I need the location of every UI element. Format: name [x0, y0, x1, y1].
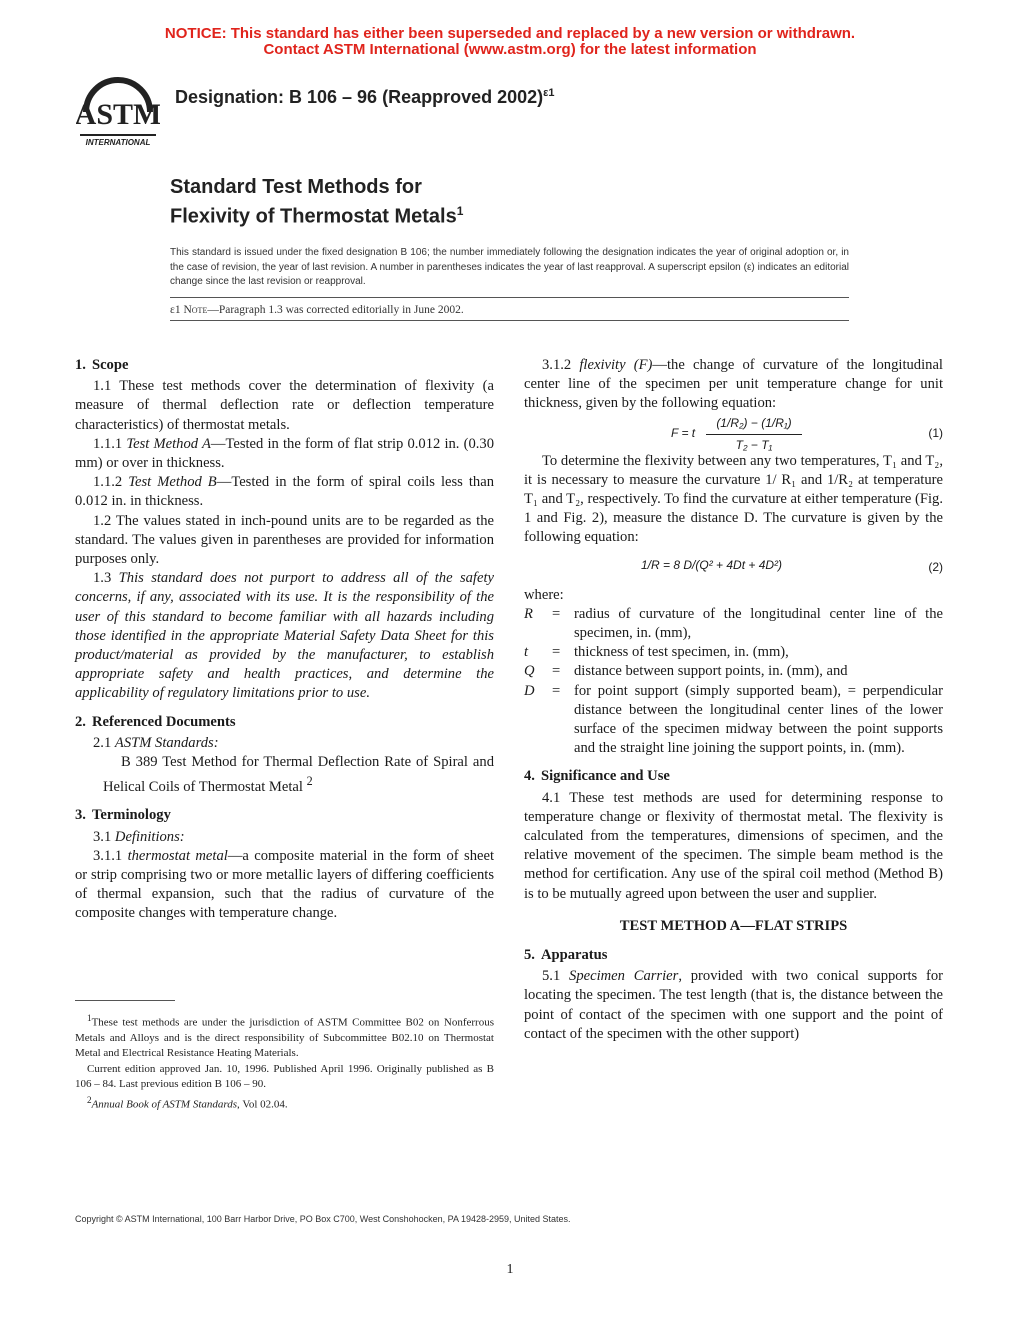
method-a-heading: TEST METHOD A—FLAT STRIPS	[619, 917, 848, 934]
equation-1-lhs: F = t	[671, 425, 696, 440]
left-column	[75, 356, 494, 924]
referenced-subheading: 2.1 ASTM Standards:	[93, 734, 219, 751]
astm-logo	[76, 74, 160, 150]
variable-definitions	[524, 586, 943, 759]
section-heading-apparatus: 5. Apparatus	[524, 947, 608, 964]
equation-1-number: (1)	[928, 425, 943, 440]
equation-2-number: (2)	[928, 559, 943, 574]
issuance-statement: This standard is issued under the fixed designation B 106; the number immediately following the designation indicates the year of original adoption or, in the case of revision, the year of last revision. A number in parentheses indicates the year of last reapproval. A superscript epsilon (ε) indicates an editorial change since the last revision or reapproval.	[170, 247, 849, 287]
editorial-note-epsilon: ε1	[170, 304, 181, 316]
equation-1	[524, 414, 943, 452]
equation-1-denominator: T₂ − T₁	[735, 437, 773, 452]
terminology-subheading: 3.1 Definitions:	[93, 828, 185, 845]
editorial-note-label: Note	[183, 304, 208, 316]
footnote-1: $^1$These test methods are under the jurisdiction of ASTM Committee B02 on Nonferrous Metals and Alloys and is the direct responsibility of Subcommittee B02.10 on Thermostat Metal and Electrical Resistance Heating Materials.	[75, 1013, 494, 1060]
reference-b389: B 389 Test Method for Thermal Deflection Rate of Spiral and Helical Coils of Thermostat Metal $^2$	[103, 754, 494, 796]
definition-thermostat-metal: 3.1.1 thermostat metal—a composite material in the form of sheet or strip comprising two or more metallic layers of differing coefficients of thermal expansion, such that the radius of curvature of the composite changes with temperature change.	[75, 847, 494, 922]
variable-definition: R = radius of curvature of the longitudinal center line of the specimen, in. (mm),	[524, 605, 943, 642]
designation	[175, 87, 554, 108]
variable-definition: Q = distance between support points, in. (mm), and	[524, 663, 848, 680]
section-heading-referenced-documents: 2. Referenced Documents	[75, 713, 236, 730]
para-determine-flexivity: To determine the flexivity between any two temperatures, T₁ and T₂, it is necessary to measure the curvature 1/ R₁ and 1/R₂ at temperature T₁ and T₂, respectively. To find the curvature at either temperature (Fig. 1 and Fig. 2), measure the distance D. The curvature is given by the following equation:	[524, 452, 943, 546]
footnotes	[75, 1011, 494, 1113]
section-heading-terminology: 3. Terminology	[75, 807, 171, 824]
title-line-1: Standard Test Methods for	[170, 176, 422, 198]
title-footnote-marker: 1	[456, 204, 464, 218]
equation-2	[524, 548, 943, 582]
variable-definition: D = for point support (simply supported beam), = perpendicular distance between the longitudinal center lines of the lower surface of the specimen midway between the point supports and the straight line joining the support points, in. (mm).	[524, 682, 943, 757]
designation-text: Designation: B 106 – 96 (Reapproved 2002)	[175, 87, 544, 107]
definition-flexivity: 3.1.2 flexivity (F)—the change of curvature of the longitudinal center line of the specimen per unit temperature change for unit thickness, given by the following equation:	[524, 357, 943, 412]
equation-2-body: 1/R = 8 D/(Q² + 4Dt + 4D²)	[641, 557, 783, 572]
scope-para-1-1: 1.1 These test methods cover the determination of flexivity (a measure of thermal deflection rate or deflection temperature characteristics) of thermostat metals.	[75, 378, 494, 433]
scope-para-1-1-2: 1.1.2 Test Method B—Tested in the form of spiral coils less than 0.012 in. in thickness.	[75, 474, 494, 510]
editorial-note	[170, 304, 849, 316]
logo-letters: ASTM	[76, 98, 160, 131]
copyright-line: Copyright © ASTM International, 100 Barr Harbor Drive, PO Box C700, West Conshohocken, PA 19428-2959, United States.	[75, 1214, 571, 1224]
section-heading-scope: 1. Scope	[75, 357, 129, 373]
designation-epsilon: ε1	[543, 87, 555, 99]
where-label: where:	[524, 586, 564, 603]
editorial-note-text: —Paragraph 1.3 was corrected editorially in June 2002.	[207, 304, 464, 316]
footnote-rule	[75, 1000, 175, 1001]
supersession-notice	[0, 26, 1020, 58]
notice-line-2: Contact ASTM International (www.astm.org) for the latest information	[263, 41, 757, 58]
title-line-2: Flexivity of Thermostat Metals	[170, 205, 457, 228]
footnote-2: $^2$Annual Book of ASTM Standards, Vol 02.04.	[87, 1094, 288, 1111]
section-heading-significance: 4. Significance and Use	[524, 768, 670, 785]
header-rule-top	[170, 297, 849, 298]
scope-para-1-3: 1.3 This standard does not purport to address all of the safety concerns, if any, associated with its use. It is the responsibility of the user of this standard to become familiar with all hazards including those identified in the appropriate Material Safety Data Sheet for this product/material as provided by the manufacturer, to establish appropriate safety and health practices, and determine the applicability of regulatory limitations prior to use.	[75, 570, 494, 702]
scope-para-1-1-1: 1.1.1 Test Method A—Tested in the form of flat strip 0.012 in. (0.30 mm) or over in thickness.	[75, 435, 494, 472]
significance-para-4-1: 4.1 These test methods are used for determining response to temperature change or flexivity of thermostat metal. The flexivity is calculated from the temperatures, dimensions of specimen, and the relative movement of the specimen. The simple beam method is the method for certification. Any use of the spiral coil method (Method B) is to be mutually agreed upon between the user and supplier.	[524, 789, 943, 902]
scope-para-1-2: 1.2 The values stated in inch-pound units are to be regarded as the standard. The values given in parentheses are provided for information purposes only.	[75, 512, 494, 568]
notice-line-1: NOTICE: This standard has either been superseded and replaced by a new version or withdrawn.	[164, 25, 856, 42]
header-rule-bottom	[170, 320, 849, 321]
equation-1-fraction	[706, 414, 802, 455]
footnote-1-edition: Current edition approved Jan. 10, 1996. Published April 1996. Originally published as B 106 – 84. Last previous edition B 106 – 90.	[75, 1062, 494, 1091]
right-column	[524, 356, 943, 1044]
apparatus-para-5-1: 5.1 Specimen Carrier, provided with two conical supports for locating the specimen. The test length (that is, the distance between the point of contact of the specimen with one support and the point of contact of the specimen with the other support)	[524, 968, 943, 1042]
equation-1-numerator: (1/R₂) − (1/R₁)	[706, 414, 802, 435]
logo-text: INTERNATIONAL	[85, 138, 151, 147]
variable-definition: t = thickness of test specimen, in. (mm),	[524, 644, 789, 661]
astm-logo-graphic	[76, 74, 160, 150]
page-number: 1	[506, 1262, 514, 1277]
document-title	[170, 175, 463, 229]
